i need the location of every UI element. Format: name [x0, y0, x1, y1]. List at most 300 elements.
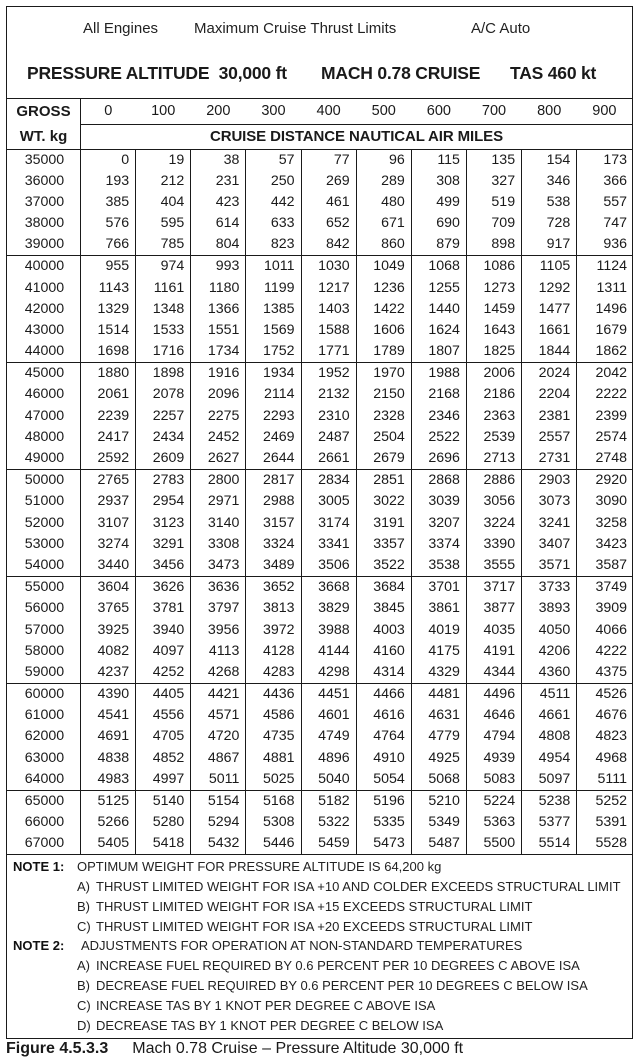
table-row — [7, 363, 632, 385]
distance-cell: 269 — [301, 171, 356, 192]
gross-weight-cell: 52000 — [7, 512, 80, 533]
distance-cell: 3636 — [191, 577, 246, 599]
distance-cell: 2609 — [136, 448, 191, 470]
column-header: 100 — [136, 99, 191, 124]
distance-cell: 4691 — [80, 726, 135, 747]
gross-weight-cell: 43000 — [7, 320, 80, 341]
distance-cell: 1916 — [191, 363, 246, 385]
table-row — [7, 213, 632, 234]
table-row — [7, 769, 632, 791]
table-row — [7, 512, 632, 533]
item-letter: A) — [77, 878, 90, 894]
distance-cell: 5025 — [246, 769, 301, 791]
distance-cell: 2328 — [356, 406, 411, 427]
distance-cell: 308 — [411, 171, 466, 192]
distance-cell: 3308 — [191, 534, 246, 555]
table-row — [7, 705, 632, 726]
distance-cell: 3522 — [356, 555, 411, 577]
distance-cell: 5459 — [301, 833, 356, 855]
distance-cell: 0 — [80, 149, 135, 171]
distance-cell: 4175 — [411, 641, 466, 662]
engines-label: All Engines — [83, 20, 159, 37]
distance-cell: 5196 — [356, 790, 411, 812]
distance-cell: 3390 — [466, 534, 521, 555]
distance-cell: 614 — [191, 213, 246, 234]
distance-cell: 2469 — [246, 427, 301, 448]
item-text: DECREASE FUEL REQUIRED BY 0.6 PERCENT PER 10 DEGREES C BELOW ISA — [96, 977, 588, 993]
table-row — [7, 320, 632, 341]
distance-cell: 173 — [603, 151, 627, 168]
distance-cell: 3489 — [246, 555, 301, 577]
distance-cell: 4823 — [595, 728, 627, 745]
distance-cell: 3374 — [411, 534, 466, 555]
distance-cell: 3274 — [80, 534, 135, 555]
gross-weight-cell: 47000 — [7, 406, 80, 427]
distance-cell: 3191 — [356, 512, 411, 533]
distance-cell: 1988 — [411, 363, 466, 385]
distance-cell: 1180 — [191, 277, 246, 298]
distance-cell: 3717 — [466, 577, 521, 599]
distance-cell: 327 — [466, 171, 521, 192]
distance-cell: 1311 — [596, 279, 627, 296]
distance-cell: 5054 — [356, 769, 411, 791]
distance-cell: 1771 — [301, 341, 356, 363]
distance-cell: 38 — [191, 149, 246, 171]
distance-cell: 3056 — [466, 491, 521, 512]
distance-cell: 2487 — [301, 427, 356, 448]
table-row — [7, 448, 632, 470]
distance-cell: 4511 — [522, 683, 577, 705]
thrust-label: Maximum Cruise Thrust Limits — [194, 20, 397, 37]
distance-cell: 154 — [522, 149, 577, 171]
distance-cell: 1105 — [522, 256, 577, 278]
distance-cell: 1459 — [466, 299, 521, 320]
table-row — [7, 491, 632, 512]
distance-cell: 1698 — [80, 341, 135, 363]
distance-cell: 5280 — [136, 812, 191, 833]
distance-cell: 2988 — [246, 491, 301, 512]
table-row — [7, 683, 632, 705]
distance-cell: 557 — [603, 193, 627, 210]
column-header: 400 — [301, 99, 356, 124]
distance-cell: 1273 — [466, 277, 521, 298]
distance-cell: 1679 — [595, 322, 627, 339]
note-2-item — [7, 976, 632, 996]
distance-cell: 5097 — [522, 769, 577, 791]
distance-cell: 2078 — [136, 384, 191, 405]
distance-cell: 1236 — [356, 277, 411, 298]
distance-cell: 1366 — [191, 299, 246, 320]
note-2-item — [7, 1016, 632, 1036]
distance-cell: 1124 — [596, 258, 627, 275]
distance-cell: 4676 — [595, 707, 627, 724]
gross-weight-cell: 46000 — [7, 384, 80, 405]
table-row — [7, 641, 632, 662]
distance-cell: 3893 — [522, 598, 577, 619]
distance-cell: 4939 — [466, 748, 521, 769]
weight-unit-label: WT. kg — [7, 124, 80, 149]
distance-cell: 5083 — [466, 769, 521, 791]
distance-cell: 747 — [603, 215, 627, 232]
distance-cell: 4451 — [301, 683, 356, 705]
gross-weight-cell: 60000 — [7, 683, 80, 705]
distance-cell: 4050 — [522, 619, 577, 640]
distance-cell: 4344 — [466, 662, 521, 684]
distance-cell: 4113 — [191, 641, 246, 662]
distance-cell: 4019 — [411, 619, 466, 640]
distance-cell: 898 — [466, 234, 521, 256]
distance-cell: 5335 — [356, 812, 411, 833]
gross-weight-cell: 50000 — [7, 470, 80, 492]
table-row — [7, 555, 632, 577]
distance-cell: 2293 — [246, 406, 301, 427]
distance-cell: 1551 — [191, 320, 246, 341]
distance-cell: 3972 — [246, 619, 301, 640]
distance-cell: 3073 — [522, 491, 577, 512]
distance-cell: 366 — [603, 172, 627, 189]
distance-cell: 4066 — [595, 621, 627, 638]
distance-cell: 4390 — [80, 683, 135, 705]
distance-cell: 1068 — [411, 256, 466, 278]
distance-cell: 1086 — [466, 256, 521, 278]
distance-cell: 3291 — [136, 534, 191, 555]
distance-cell: 4983 — [80, 769, 135, 791]
distance-cell: 671 — [356, 213, 411, 234]
distance-cell: 4421 — [191, 683, 246, 705]
distance-cell: 3357 — [356, 534, 411, 555]
distance-cell: 2522 — [411, 427, 466, 448]
distance-cell: 289 — [356, 171, 411, 192]
distance-cell: 5363 — [466, 812, 521, 833]
gross-weight-cell: 38000 — [7, 213, 80, 234]
distance-cell: 4661 — [522, 705, 577, 726]
distance-cell: 3604 — [80, 577, 135, 599]
note-2-item — [7, 956, 632, 976]
gross-weight-cell: 56000 — [7, 598, 80, 619]
distance-cell: 4896 — [301, 748, 356, 769]
item-letter: B) — [77, 898, 90, 914]
distance-cell: 5405 — [80, 833, 135, 855]
gross-weight-cell: 44000 — [7, 341, 80, 363]
table-row — [7, 577, 632, 599]
distance-cell: 2592 — [80, 448, 135, 470]
gross-weight-cell: 58000 — [7, 641, 80, 662]
distance-cell: 2557 — [522, 427, 577, 448]
distance-cell: 2920 — [595, 472, 627, 489]
distance-cell: 804 — [191, 234, 246, 256]
distance-cell: 1898 — [136, 363, 191, 385]
distance-cell: 3765 — [80, 598, 135, 619]
distance-cell: 2800 — [191, 470, 246, 492]
distance-cell: 1807 — [411, 341, 466, 363]
distance-cell: 4222 — [595, 642, 627, 659]
distance-cell: 633 — [246, 213, 301, 234]
table-row — [7, 833, 632, 855]
distance-cell: 860 — [356, 234, 411, 256]
distance-cell: 2186 — [466, 384, 521, 405]
distance-cell: 4556 — [136, 705, 191, 726]
distance-cell: 5266 — [80, 812, 135, 833]
distance-cell: 2783 — [136, 470, 191, 492]
distance-cell: 250 — [246, 171, 301, 192]
column-header: 900 — [577, 99, 632, 124]
distance-cell: 4268 — [191, 662, 246, 684]
distance-cell: 77 — [301, 149, 356, 171]
distance-cell: 3039 — [411, 491, 466, 512]
distance-cell: 1477 — [522, 299, 577, 320]
column-header-row — [7, 99, 632, 124]
gross-weight-cell: 61000 — [7, 705, 80, 726]
distance-cell: 1514 — [80, 320, 135, 341]
distance-cell: 2903 — [522, 470, 577, 492]
column-header: 600 — [411, 99, 466, 124]
gross-weight-cell: 36000 — [7, 171, 80, 192]
distance-cell: 3140 — [191, 512, 246, 533]
distance-cell: 4954 — [522, 748, 577, 769]
distance-cell: 1255 — [411, 277, 466, 298]
distance-cell: 4466 — [356, 683, 411, 705]
distance-cell: 5349 — [411, 812, 466, 833]
item-letter: D) — [77, 1017, 91, 1033]
distance-cell: 3626 — [136, 577, 191, 599]
table-row — [7, 256, 632, 278]
distance-cell: 461 — [301, 192, 356, 213]
gross-weight-cell: 67000 — [7, 833, 80, 855]
table-row — [7, 406, 632, 427]
distance-cell: 3123 — [136, 512, 191, 533]
distance-cell: 19 — [136, 149, 191, 171]
distance-cell: 4735 — [246, 726, 301, 747]
distance-cell: 5238 — [522, 790, 577, 812]
distance-cell: 4646 — [466, 705, 521, 726]
note-2 — [7, 936, 632, 956]
distance-cell: 3940 — [136, 619, 191, 640]
distance-cell: 4329 — [411, 662, 466, 684]
distance-cell: 2363 — [466, 406, 521, 427]
distance-cell: 576 — [80, 213, 135, 234]
distance-cell: 4097 — [136, 641, 191, 662]
distance-cell: 5487 — [411, 833, 466, 855]
distance-cell: 3813 — [246, 598, 301, 619]
distance-cell: 3157 — [246, 512, 301, 533]
distance-cell: 4881 — [246, 748, 301, 769]
distance-cell: 4252 — [136, 662, 191, 684]
pressure-altitude: PRESSURE ALTITUDE 30,000 ft — [27, 63, 287, 83]
distance-cell: 5168 — [246, 790, 301, 812]
distance-cell: 4631 — [411, 705, 466, 726]
gross-weight-cell: 37000 — [7, 192, 80, 213]
gross-weight-cell: 62000 — [7, 726, 80, 747]
distance-cell: 2851 — [356, 470, 411, 492]
distance-cell: 842 — [301, 234, 356, 256]
gross-weight-cell: 64000 — [7, 769, 80, 791]
distance-cell: 3440 — [80, 555, 135, 577]
distance-cell: 2024 — [522, 363, 577, 385]
distance-cell: 595 — [136, 213, 191, 234]
distance-cell: 519 — [466, 192, 521, 213]
distance-cell: 4405 — [136, 683, 191, 705]
distance-cell: 2310 — [301, 406, 356, 427]
distance-cell: 3555 — [466, 555, 521, 577]
distance-cell: 2275 — [191, 406, 246, 427]
distance-cell: 2971 — [191, 491, 246, 512]
distance-cell: 4375 — [577, 662, 632, 684]
gross-weight-cell: 45000 — [7, 363, 80, 385]
distance-cell: 3684 — [356, 577, 411, 599]
distance-cell: 2399 — [595, 407, 627, 424]
item-text: THRUST LIMITED WEIGHT FOR ISA +20 EXCEEDS STRUCTURAL LIMIT — [96, 918, 533, 934]
distance-cell: 404 — [136, 192, 191, 213]
distance-cell: 3701 — [411, 577, 466, 599]
distance-cell: 3407 — [522, 534, 577, 555]
distance-cell: 4481 — [411, 683, 466, 705]
distance-cell: 5377 — [522, 812, 577, 833]
distance-cell: 4003 — [356, 619, 411, 640]
distance-cell: 1844 — [522, 341, 577, 363]
distance-cell: 2222 — [595, 386, 627, 403]
distance-cell: 5182 — [301, 790, 356, 812]
subheader-row — [7, 124, 632, 149]
distance-cell: 2765 — [80, 470, 135, 492]
table-row — [7, 662, 632, 684]
distance-cell: 1161 — [136, 277, 191, 298]
item-letter: C) — [77, 997, 91, 1013]
distance-cell: 231 — [191, 171, 246, 192]
distance-cell: 1422 — [356, 299, 411, 320]
distance-cell: 823 — [246, 234, 301, 256]
distance-cell: 2150 — [356, 384, 411, 405]
gross-weight-cell: 53000 — [7, 534, 80, 555]
distance-cell: 879 — [411, 234, 466, 256]
notes-section — [7, 855, 632, 1038]
distance-cell: 2204 — [522, 384, 577, 405]
distance-cell: 3224 — [466, 512, 521, 533]
item-text: THRUST LIMITED WEIGHT FOR ISA +15 EXCEEDS STRUCTURAL LIMIT — [96, 898, 533, 914]
distance-cell: 4968 — [595, 749, 627, 766]
gross-weight-cell: 40000 — [7, 256, 80, 278]
distance-cell: 2452 — [191, 427, 246, 448]
distance-cell: 3107 — [80, 512, 135, 533]
distance-cell: 1825 — [466, 341, 521, 363]
distance-cell: 709 — [466, 213, 521, 234]
distance-cell: 4541 — [80, 705, 135, 726]
distance-cell: 974 — [136, 256, 191, 278]
distance-cell: 993 — [191, 256, 246, 278]
distance-cell: 2954 — [136, 491, 191, 512]
distance-cell: 2679 — [356, 448, 411, 470]
distance-cell: 1292 — [522, 277, 577, 298]
note-1-item — [7, 877, 632, 897]
distance-cell: 5322 — [301, 812, 356, 833]
item-text: THRUST LIMITED WEIGHT FOR ISA +10 AND COLDER EXCEEDS STRUCTURAL LIMIT — [96, 878, 621, 894]
distance-cell: 5391 — [595, 813, 627, 830]
distance-cell: 3473 — [191, 555, 246, 577]
distance-cell: 955 — [80, 256, 135, 278]
table-header — [7, 7, 632, 99]
distance-cell: 4082 — [80, 641, 135, 662]
distance-cell: 4283 — [246, 662, 301, 684]
distance-cell: 1934 — [246, 363, 301, 385]
distance-cell: 4128 — [246, 641, 301, 662]
distance-cell: 4206 — [522, 641, 577, 662]
note-2-text: ADJUSTMENTS FOR OPERATION AT NON-STANDARD TEMPERATURES — [81, 938, 523, 954]
distance-cell: 690 — [411, 213, 466, 234]
true-airspeed: TAS 460 kt — [510, 63, 597, 83]
item-text: INCREASE FUEL REQUIRED BY 0.6 PERCENT PER 10 DEGREES C ABOVE ISA — [96, 958, 580, 974]
distance-cell: 5500 — [466, 833, 521, 855]
gross-weight-cell: 49000 — [7, 448, 80, 470]
distance-cell: 2114 — [246, 384, 301, 405]
distance-cell: 5308 — [246, 812, 301, 833]
item-text: DECREASE TAS BY 1 KNOT PER DEGREE C BELOW ISA — [96, 1017, 444, 1033]
distance-cell: 1143 — [80, 277, 135, 298]
distance-cell: 385 — [80, 192, 135, 213]
distance-cell: 3988 — [301, 619, 356, 640]
distance-cell: 1970 — [356, 363, 411, 385]
distance-cell: 57 — [246, 149, 301, 171]
note-1 — [7, 857, 632, 877]
distance-cell: 3781 — [136, 598, 191, 619]
condition-line — [7, 20, 632, 38]
distance-cell: 3022 — [356, 491, 411, 512]
note-2-item — [7, 996, 632, 1016]
distance-cell: 2574 — [595, 429, 627, 446]
gross-weight-cell: 41000 — [7, 277, 80, 298]
distance-cell: 4794 — [466, 726, 521, 747]
distance-cell: 2627 — [191, 448, 246, 470]
distance-cell: 4838 — [80, 748, 135, 769]
distance-cell: 766 — [80, 234, 135, 256]
distance-cell: 1661 — [522, 320, 577, 341]
gross-weight-cell: 57000 — [7, 619, 80, 640]
distance-cell: 4601 — [301, 705, 356, 726]
distance-cell: 3090 — [595, 493, 627, 510]
table-row — [7, 277, 632, 298]
distance-cell: 1716 — [136, 341, 191, 363]
distance-cell: 3956 — [191, 619, 246, 640]
distance-cell: 4035 — [466, 619, 521, 640]
distance-cell: 4852 — [136, 748, 191, 769]
distance-cell: 5514 — [522, 833, 577, 855]
distance-cell: 3925 — [80, 619, 135, 640]
distance-cell: 2644 — [246, 448, 301, 470]
distance-cell: 1734 — [191, 341, 246, 363]
distance-cell: 3587 — [577, 555, 632, 577]
column-header: 300 — [246, 99, 301, 124]
distance-cell: 4749 — [301, 726, 356, 747]
distance-cell: 5473 — [356, 833, 411, 855]
distance-cell: 4144 — [301, 641, 356, 662]
distance-cell: 1588 — [301, 320, 356, 341]
table-row — [7, 748, 632, 769]
gross-weight-cell: 65000 — [7, 790, 80, 812]
item-letter: A) — [77, 958, 90, 974]
distance-cell: 3538 — [411, 555, 466, 577]
distance-cell: 2042 — [595, 365, 627, 382]
distance-cell: 3207 — [411, 512, 466, 533]
distance-cell: 480 — [356, 192, 411, 213]
gross-weight-cell: 51000 — [7, 491, 80, 512]
distance-cell: 4705 — [136, 726, 191, 747]
distance-cell: 5068 — [411, 769, 466, 791]
table-row — [7, 171, 632, 192]
table-body — [7, 149, 632, 855]
distance-cell: 1403 — [301, 299, 356, 320]
distance-cell: 1011 — [246, 256, 301, 278]
distance-title: CRUISE DISTANCE NAUTICAL AIR MILES — [80, 124, 632, 149]
distance-cell: 4526 — [595, 685, 627, 702]
distance-cell: 4571 — [191, 705, 246, 726]
